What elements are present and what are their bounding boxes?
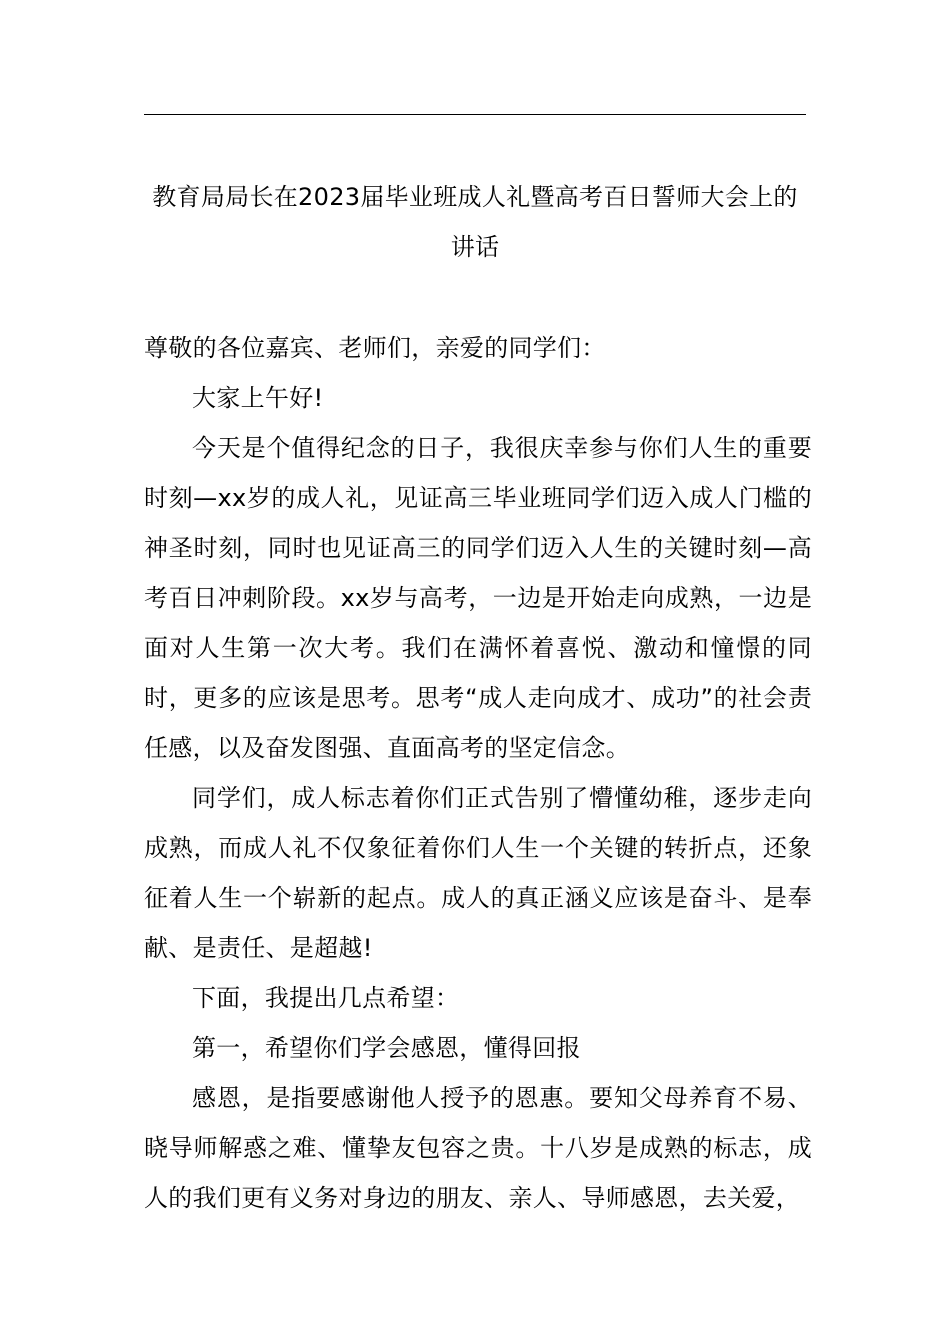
paragraph-greeting: 大家上午好! — [192, 384, 324, 412]
salutation: 尊敬的各位嘉宾、老师们，亲爱的同学们： — [144, 334, 606, 362]
document-body — [144, 323, 812, 1223]
document-title: 教育局局长在2023届毕业班成人礼暨高考百日誓师大会上的讲话 — [152, 183, 798, 261]
paragraph-hopes-intro: 下面，我提出几点希望： — [192, 984, 460, 1012]
paragraph-introduction: 今天是个值得纪念的日子，我很庆幸参与你们人生的重要时刻—xx岁的成人礼，见证高三毕业班同学们迈入成人门槛的神圣时刻，同时也见证高三的同学们迈入人生的关键时刻—高考百日冲刺阶段。xx岁与高考，一边是开始走向成熟，一边是面对人生第一次大考。我们在满怀着喜悦、激动和憧憬的同时，更多的应该是思考。思考“成人走向成才、成功”的社会责任感，以及奋发图强、直面高考的坚定信念。 — [144, 434, 812, 762]
section-heading-first: 第一，希望你们学会感恩，懂得回报 — [192, 1034, 581, 1062]
paragraph-gratitude: 感恩，是指要感谢他人授予的恩惠。要知父母养育不易、晓导师解惑之难、懂挚友包容之贵。十八岁是成熟的标志，成人的我们更有义务对身边的朋友、亲人、导师感恩，去关爱， — [144, 1084, 812, 1212]
paragraph-meaning: 同学们，成人标志着你们正式告别了懵懂幼稚，逐步走向成熟，而成人礼不仅象征着你们人生一个关键的转折点，还象征着人生一个崭新的起点。成人的真正涵义应该是奋斗、是奉献、是责任、是超越! — [144, 784, 812, 962]
header-rule — [144, 114, 806, 115]
